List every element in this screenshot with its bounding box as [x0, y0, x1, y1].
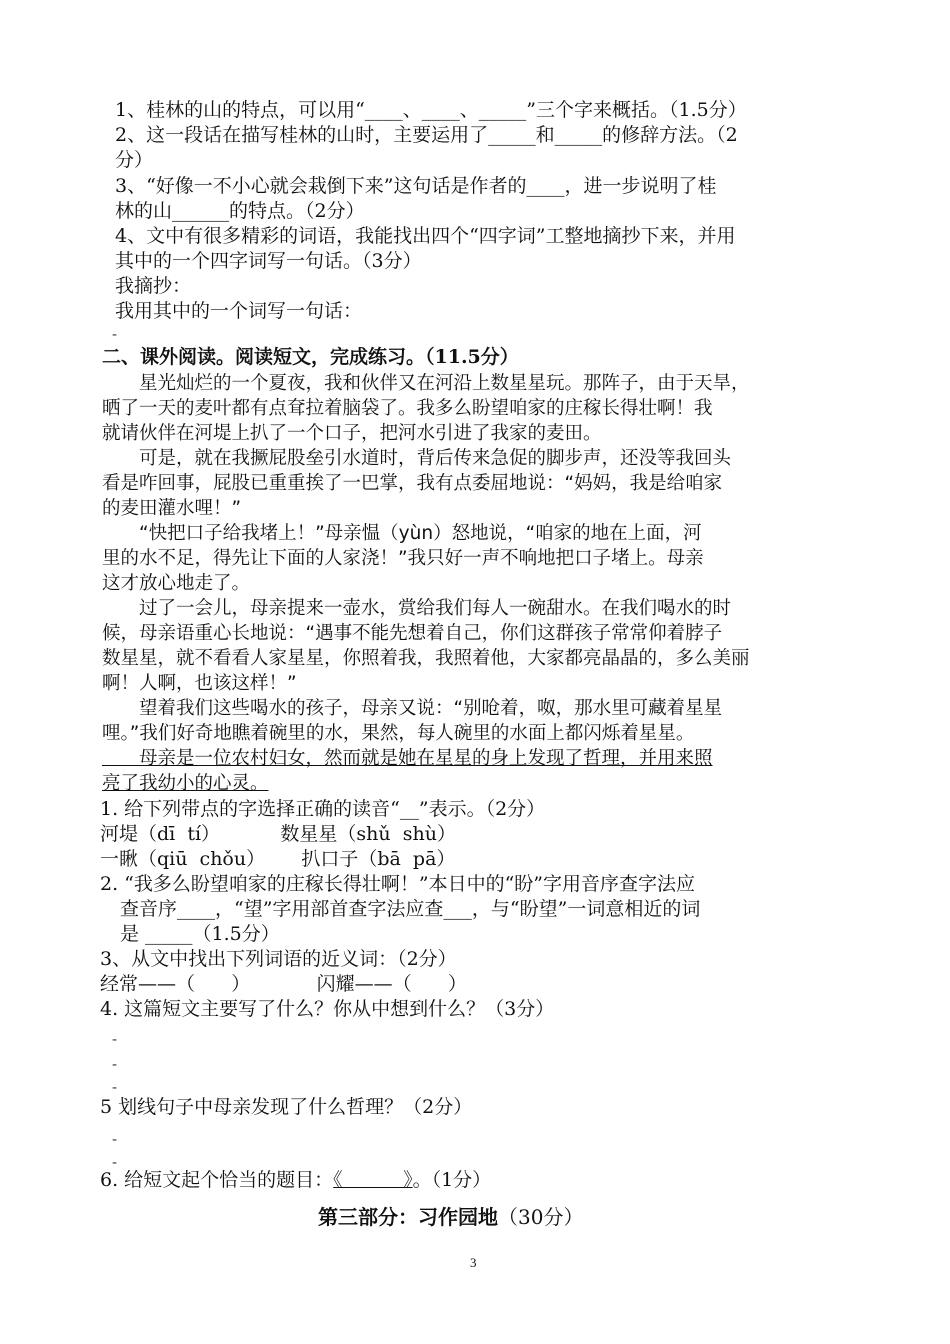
- question-6-score: 。（1分）: [412, 1169, 492, 1191]
- question-3-line-2: 林的山______的特点。（2分）: [115, 200, 365, 222]
- story-line: 就请伙伴在河堤上扒了一个口子，把河水引进了我家的麦田。: [102, 423, 602, 444]
- story-line: 数星星，就不看看人家星星，你照着我，我照着他，大家都亮晶晶的，多么美丽: [102, 648, 750, 669]
- reading-question-3: 3、从文中找出下列词语的近义词：（2分）: [100, 948, 457, 970]
- reading-question-2-line-3: 是 _____（1.5分）: [120, 923, 280, 945]
- question-6-prompt: 6. 给短文起个恰当的题目：: [100, 1169, 334, 1191]
- answer-line-marker: -: [112, 1055, 118, 1073]
- answer-line-marker: -: [112, 1078, 118, 1096]
- underlined-sentence-line: 母亲是一位农村妇女，然而就是她在星星的身上发现了哲理，并用来照: [102, 748, 713, 769]
- story-line: 晒了一天的麦叶都有点耷拉着脑袋了。我多么盼望咱家的庄稼长得壮啊！我: [102, 398, 713, 419]
- underlined-sentence-line: 亮了我幼小的心灵。: [102, 773, 269, 794]
- page-number: 3: [470, 1255, 477, 1270]
- story-line: 这才放心地走了。: [102, 573, 251, 594]
- reading-question-2-line-2: 查音序____，“望”字用部首查字法应查___，与“盼望”一词意相近的词: [120, 898, 701, 920]
- story-line: 过了一会儿，母亲提来一壶水，赏给我们每人一碗甜水。在我们喝水的时: [102, 598, 732, 619]
- reading-question-1-options-row-2: 一瞅（qiū chǒu） 扒口子（bā pā）: [100, 848, 456, 870]
- question-3-line-1: 3、“好像一不小心就会栽倒下来”这句话是作者的____，进一步说明了桂: [115, 175, 717, 197]
- reading-question-2-line-1: 2. “我多么盼望咱家的庄稼长得壮啊！”本日中的“盼”字用音序查字法应: [100, 873, 696, 895]
- story-line: 望着我们这些喝水的孩子，母亲又说：“别呛着，呶，那水里可藏着星星: [102, 698, 723, 719]
- question-4-excerpt-label: 我摘抄：: [115, 275, 192, 297]
- question-2-line-2: 分）: [115, 149, 154, 171]
- story-line: 里的水不足，得先让下面的人家浇！”我只好一声不响地把口子堵上。母亲: [102, 548, 704, 569]
- answer-line-marker: -: [112, 1153, 118, 1171]
- story-line: 啊！人啊，也该这样！”: [102, 673, 297, 694]
- reading-question-6: [100, 1168, 491, 1192]
- question-4-line-2: 其中的一个四字词写一句话。（3分）: [115, 250, 422, 272]
- reading-question-1-options-row-1: 河堤（dī tí） 数星星（shǔ shù）: [100, 823, 456, 845]
- reading-question-3-row: 经常——（ ） 闪耀——（ ）: [100, 973, 467, 995]
- answer-line-marker: -: [112, 325, 118, 343]
- story-line: 候，母亲语重心长地说：“遇事不能先想着自己，你们这群孩子常常仰着脖子: [102, 623, 723, 644]
- reading-question-5: 5 划线句子中母亲发现了什么哲理？（2分）: [100, 1096, 473, 1118]
- part-three-title: 第三部分：习作园地: [318, 1205, 498, 1229]
- story-line: 哩。”我们好奇地瞧着碗里的水，果然，每人碗里的水面上都闪烁着星星。: [102, 723, 695, 744]
- answer-line-marker: -: [112, 1030, 118, 1048]
- question-1: 1、桂林的山的特点，可以用“____、____、_____”三个字来概括。（1.5分）: [115, 99, 747, 121]
- story-line: 的麦田灌水哩！”: [102, 498, 242, 519]
- question-4-sentence-label: 我用其中的一个词写一句话：: [115, 300, 363, 322]
- part-three-heading: [318, 1205, 583, 1229]
- section-two-heading: 二、课外阅读。阅读短文，完成练习。（11.5分）: [102, 346, 519, 368]
- title-answer-blank[interactable]: 《 》: [333, 1169, 413, 1191]
- reading-question-4: 4. 这篇短文主要写了什么？你从中想到什么？（3分）: [100, 998, 555, 1020]
- reading-question-1: 1. 给下列带点的字选择正确的读音“__”表示。（2分）: [100, 798, 546, 820]
- story-line: 看是咋回事，屁股已重重挨了一巴掌，我有点委屈地说：“妈妈，我是给咱家: [102, 473, 723, 494]
- story-line: 可是，就在我撅屁股垒引水道时，背后传来急促的脚步声，还没等我回头: [102, 448, 732, 469]
- question-2-line-1: 2、这一段话在描写桂林的山时，主要运用了_____和_____的修辞方法。（2: [115, 124, 738, 146]
- question-4-line-1: 4、文中有很多精彩的词语，我能找出四个“四字词”工整地摘抄下来，并用: [115, 225, 736, 247]
- part-three-score: （30分）: [498, 1205, 584, 1229]
- answer-line-marker: -: [112, 1130, 118, 1148]
- story-line: “快把口子给我堵上！”母亲愠（yùn）怒地说，“咱家的地在上面，河: [102, 523, 702, 544]
- story-line: 星光灿烂的一个夏夜，我和伙伴又在河沿上数星星玩。那阵子，由于天旱，: [102, 373, 750, 394]
